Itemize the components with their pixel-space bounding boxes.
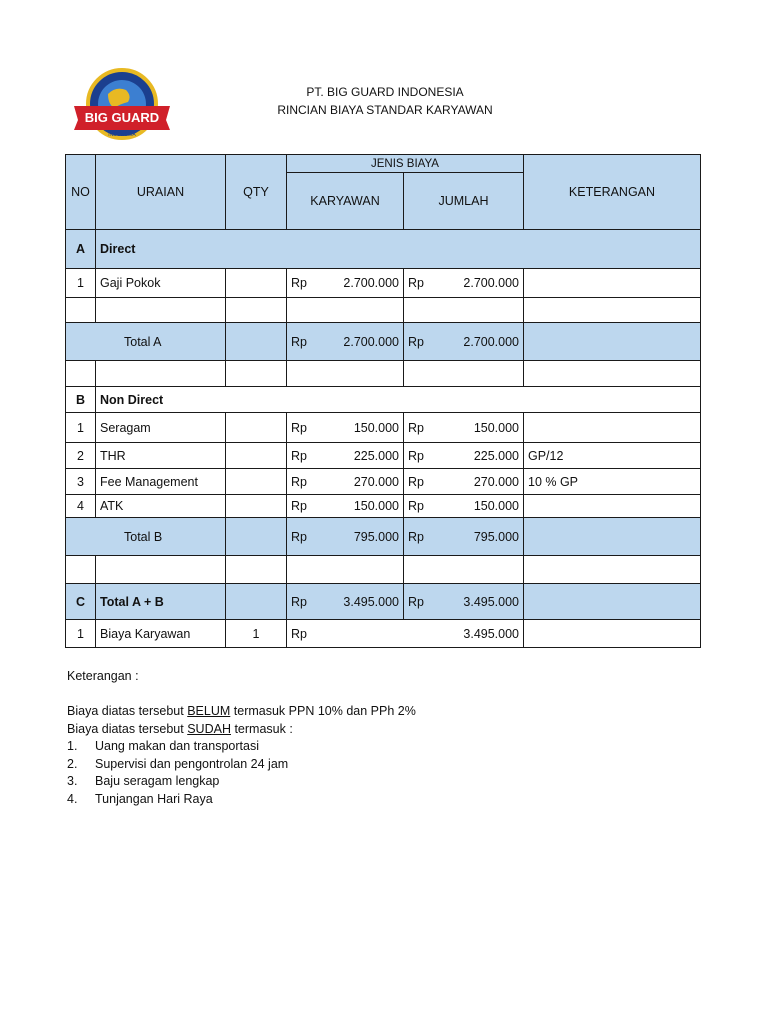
list-item	[67, 756, 416, 774]
amount: 225.000	[353, 448, 399, 463]
section-label: Non Direct	[96, 387, 701, 413]
cost-table	[65, 154, 701, 648]
currency: Rp	[408, 448, 424, 463]
empty-row	[66, 556, 701, 584]
notes-heading: Keterangan :	[67, 669, 139, 683]
list-item	[67, 738, 416, 756]
logo-subtext: INDONESIA	[108, 132, 136, 138]
header-karyawan: KARYAWAN	[287, 173, 404, 230]
row-karyawan	[287, 269, 404, 298]
currency: Rp	[291, 474, 307, 489]
company-logo	[70, 68, 174, 142]
notes-section	[67, 668, 416, 808]
row-no: 3	[66, 469, 96, 495]
list-item	[67, 791, 416, 809]
amount: 150.000	[473, 420, 519, 435]
header-qty: QTY	[226, 155, 287, 230]
row-no: 4	[66, 495, 96, 518]
section-code: A	[66, 230, 96, 269]
amount: 2.700.000	[343, 334, 399, 349]
row-qty: 1	[226, 620, 287, 648]
row-karyawan	[287, 495, 404, 518]
section-code: C	[66, 584, 96, 620]
total-jumlah	[404, 518, 524, 556]
row-uraian: Biaya Karyawan	[96, 620, 226, 648]
header-jumlah: JUMLAH	[404, 173, 524, 230]
row-qty	[226, 469, 287, 495]
row-jumlah	[404, 443, 524, 469]
row-jumlah	[404, 469, 524, 495]
currency: Rp	[291, 529, 307, 544]
amount: 150.000	[473, 499, 519, 513]
section-label: Total A + B	[96, 584, 226, 620]
total-jumlah	[404, 584, 524, 620]
table-row	[66, 269, 701, 298]
row-no: 1	[66, 269, 96, 298]
currency: Rp	[291, 448, 307, 463]
amount: 270.000	[353, 474, 399, 489]
amount: 150.000	[353, 420, 399, 435]
row-keterangan	[524, 413, 701, 443]
section-b-row	[66, 387, 701, 413]
currency: Rp	[291, 420, 307, 435]
note-text: termasuk PPN 10% dan PPh 2%	[230, 704, 416, 718]
note-emphasis: BELUM	[187, 704, 231, 718]
row-jumlah	[287, 620, 524, 648]
row-karyawan	[287, 443, 404, 469]
amount: 3.495.000	[343, 594, 399, 609]
row-keterangan	[524, 495, 701, 518]
row-no: 1	[66, 413, 96, 443]
table-row	[66, 469, 701, 495]
list-number: 3.	[67, 774, 78, 788]
currency: Rp	[291, 276, 307, 290]
table-row	[66, 443, 701, 469]
total-karyawan	[287, 584, 404, 620]
row-uraian: THR	[96, 443, 226, 469]
currency: Rp	[408, 499, 424, 513]
header-uraian: URAIAN	[96, 155, 226, 230]
row-jumlah	[404, 495, 524, 518]
amount: 795.000	[353, 529, 399, 544]
row-uraian: Seragam	[96, 413, 226, 443]
empty-row	[66, 361, 701, 387]
list-number: 4.	[67, 791, 78, 806]
total-a-row	[66, 323, 701, 361]
list-text: Supervisi dan pengontrolan 24 jam	[95, 756, 289, 771]
section-label: Direct	[96, 230, 701, 269]
currency: Rp	[291, 499, 307, 513]
row-keterangan: GP/12	[524, 443, 701, 469]
total-jumlah	[404, 323, 524, 361]
note-text: Biaya diatas tersebut	[67, 721, 188, 736]
row-qty	[226, 269, 287, 298]
list-text: Tunjangan Hari Raya	[95, 791, 213, 806]
currency: Rp	[408, 594, 424, 609]
note-text: Biaya diatas tersebut	[67, 704, 188, 718]
row-no: 2	[66, 443, 96, 469]
row-no: 1	[66, 620, 96, 648]
row-qty	[226, 495, 287, 518]
amount: 2.700.000	[343, 276, 399, 290]
section-code: B	[66, 387, 96, 413]
currency: Rp	[408, 474, 424, 489]
list-text: Baju seragam lengkap	[95, 774, 220, 788]
row-jumlah	[404, 269, 524, 298]
empty-row	[66, 298, 701, 323]
note-emphasis: SUDAH	[187, 721, 231, 736]
currency: Rp	[291, 334, 307, 349]
row-qty	[226, 413, 287, 443]
currency: Rp	[408, 420, 424, 435]
row-karyawan	[287, 413, 404, 443]
list-text: Uang makan dan transportasi	[95, 739, 259, 753]
note-line-belum	[67, 703, 416, 721]
total-karyawan	[287, 323, 404, 361]
row-keterangan	[524, 269, 701, 298]
row-karyawan	[287, 469, 404, 495]
note-text: termasuk :	[230, 721, 293, 736]
total-b-row	[66, 518, 701, 556]
list-item	[67, 773, 416, 791]
currency: Rp	[291, 594, 307, 609]
total-label: Total A	[66, 323, 226, 361]
table-row	[66, 413, 701, 443]
header-keterangan: KETERANGAN	[524, 155, 701, 230]
row-qty	[226, 443, 287, 469]
row-uraian: Gaji Pokok	[96, 269, 226, 298]
header-jenis-biaya: JENIS BIAYA	[287, 155, 524, 173]
amount: 225.000	[473, 448, 519, 463]
list-number: 1.	[67, 739, 78, 753]
amount: 795.000	[473, 529, 519, 544]
amount: 2.700.000	[463, 276, 519, 290]
row-uraian: ATK	[96, 495, 226, 518]
header-no: NO	[66, 155, 96, 230]
currency: Rp	[408, 529, 424, 544]
currency: Rp	[408, 334, 424, 349]
amount: 3.495.000	[463, 594, 519, 609]
list-number: 2.	[67, 756, 78, 771]
currency: Rp	[408, 276, 424, 290]
amount: 150.000	[353, 499, 399, 513]
row-jumlah	[404, 413, 524, 443]
amount: 270.000	[473, 474, 519, 489]
total-label: Total B	[66, 518, 226, 556]
note-line-sudah	[67, 721, 416, 739]
section-a-row	[66, 230, 701, 269]
company-name: PT. BIG GUARD INDONESIA	[306, 85, 464, 99]
logo-text: BIG GUARD	[84, 110, 160, 125]
currency: Rp	[291, 626, 307, 641]
row-uraian: Fee Management	[96, 469, 226, 495]
table-row	[66, 495, 701, 518]
final-row	[66, 620, 701, 648]
row-keterangan: 10 % GP	[524, 469, 701, 495]
section-c-row	[66, 584, 701, 620]
amount: 3.495.000	[463, 626, 519, 641]
amount: 2.700.000	[463, 334, 519, 349]
total-karyawan	[287, 518, 404, 556]
document-title: RINCIAN BIAYA STANDAR KARYAWAN	[277, 103, 493, 117]
